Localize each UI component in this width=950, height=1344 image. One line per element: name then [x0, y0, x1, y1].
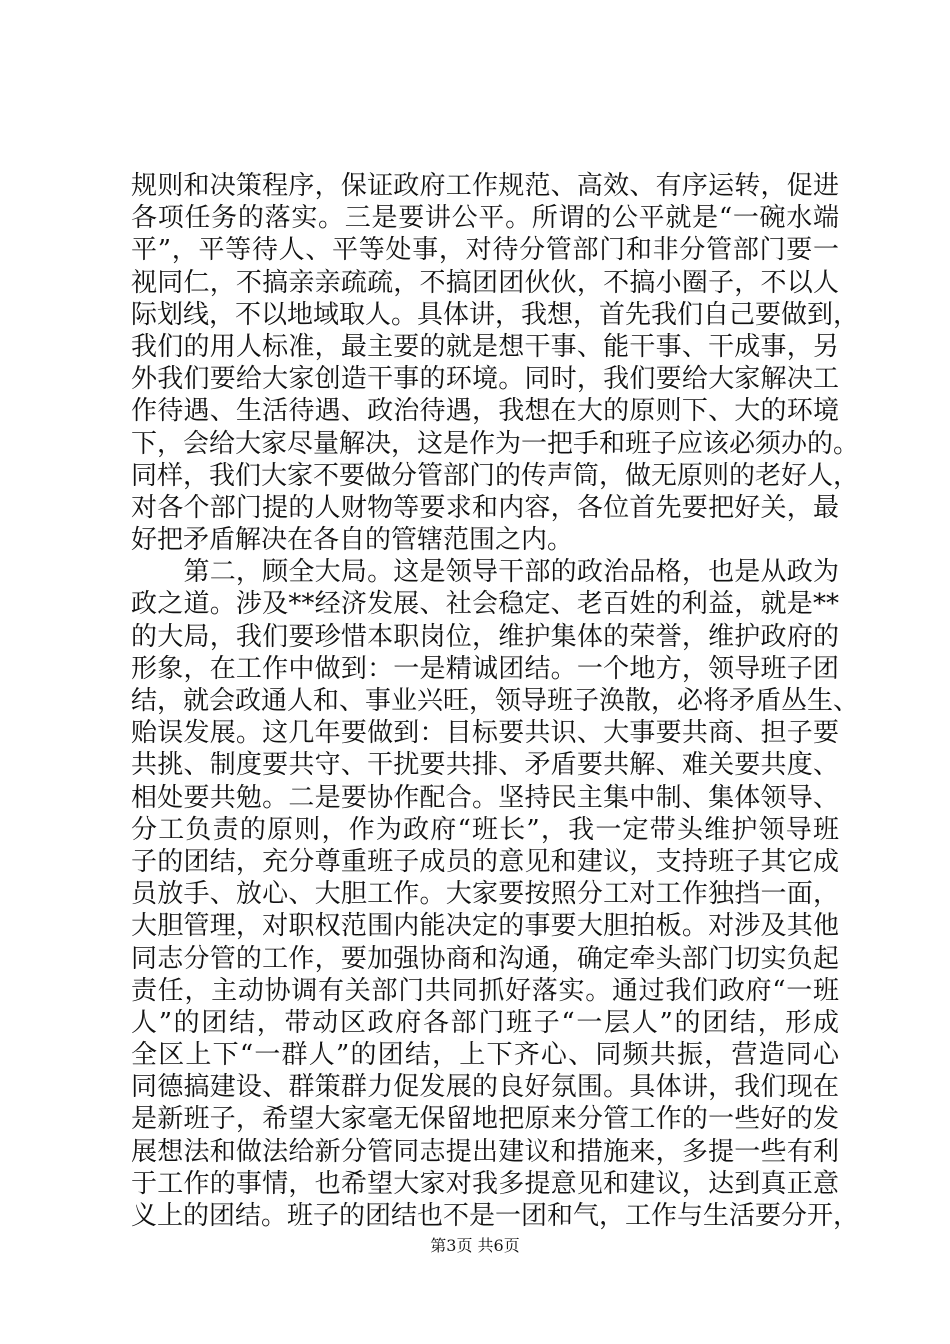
text-line: 规则和决策程序，保证政府工作规范、高效、有序运转，促进	[131, 171, 839, 201]
text-line: 外我们要给大家创造干事的环境。同时，我们要给大家解决工	[131, 364, 839, 395]
text-line: 是新班子，希望大家毫无保留地把原来分管工作的一些好的发	[131, 1104, 839, 1135]
text-line: 责任，主动协调有关部门共同抓好落实。通过我们政府“一班	[131, 975, 839, 1006]
text-line: 第二，顾全大局。这是领导干部的政治品格，也是从政为	[131, 557, 839, 588]
text-line: 的大局，我们要珍惜本职岗位，维护集体的荣誉，维护政府的	[131, 621, 839, 652]
text-line: 共挑、制度要共守、干扰要共排、矛盾要共解、难关要共度、	[131, 750, 839, 781]
text-line: 平”，平等待人、平等处事，对待分管部门和非分管部门要一	[131, 235, 839, 266]
text-line: 结，就会政通人和、事业兴旺，领导班子涣散，必将矛盾丛生、	[131, 686, 860, 716]
text-line: 大胆管理，对职权范围内能决定的事要大胆拍板。对涉及其他	[131, 911, 839, 942]
text-line: 同样，我们大家不要做分管部门的传声筒，做无原则的老好人，	[131, 460, 860, 491]
page-footer: 第3页 共6页	[430, 1236, 520, 1255]
text-line: 相处要共勉。二是要协作配合。坚持民主集中制、集体领导、	[131, 782, 839, 813]
text-line: 下，会给大家尽量解决，这是作为一把手和班子应该必须办的。	[131, 428, 860, 459]
text-line: 分工负责的原则，作为政府“班长”，我一定带头维护领导班	[131, 814, 839, 845]
text-line: 贻误发展。这几年要做到：目标要共识、大事要共商、担子要	[131, 718, 839, 749]
text-line: 于工作的事情，也希望大家对我多提意见和建议，达到真正意	[131, 1168, 839, 1199]
text-line: 同德搞建设、群策群力促发展的良好氛围。具体讲，我们现在	[131, 1072, 839, 1103]
text-line: 政之道。涉及**经济发展、社会稳定、老百姓的利益，就是**	[131, 589, 839, 620]
text-line: 际划线，不以地域取人。具体讲，我想，首先我们自己要做到，	[131, 299, 860, 330]
text-line: 形象，在工作中做到：一是精诚团结。一个地方，领导班子团	[131, 653, 839, 684]
text-line: 子的团结，充分尊重班子成员的意见和建议，支持班子其它成	[131, 846, 839, 877]
text-line: 我们的用人标准，最主要的就是想干事、能干事、干成事，另	[131, 331, 839, 362]
text-line: 展想法和做法给新分管同志提出建议和措施来，多提一些有利	[131, 1136, 839, 1167]
text-line: 全区上下“一群人”的团结，上下齐心、同频共振，营造同心	[131, 1040, 839, 1071]
text-line: 同志分管的工作，要加强协商和沟通，确定牵头部门切实负起	[131, 943, 839, 974]
text-line: 员放手、放心、大胆工作。大家要按照分工对工作独挡一面，	[131, 879, 839, 910]
text-line: 好把矛盾解决在各自的管辖范围之内。	[131, 525, 574, 556]
text-line: 各项任务的落实。三是要讲公平。所谓的公平就是“一碗水端	[131, 203, 839, 234]
body-text	[131, 170, 860, 1232]
text-line: 义上的团结。班子的团结也不是一团和气，工作与生活要分开，	[131, 1201, 860, 1231]
text-line: 视同仁，不搞亲亲疏疏，不搞团团伙伙，不搞小圈子，不以人	[131, 267, 839, 298]
text-line: 人”的团结，带动区政府各部门班子“一层人”的团结，形成	[131, 1007, 839, 1038]
text-line: 对各个部门提的人财物等要求和内容，各位首先要把好关，最	[131, 492, 839, 523]
text-line: 作待遇、生活待遇、政治待遇，我想在大的原则下、大的环境	[131, 396, 839, 427]
